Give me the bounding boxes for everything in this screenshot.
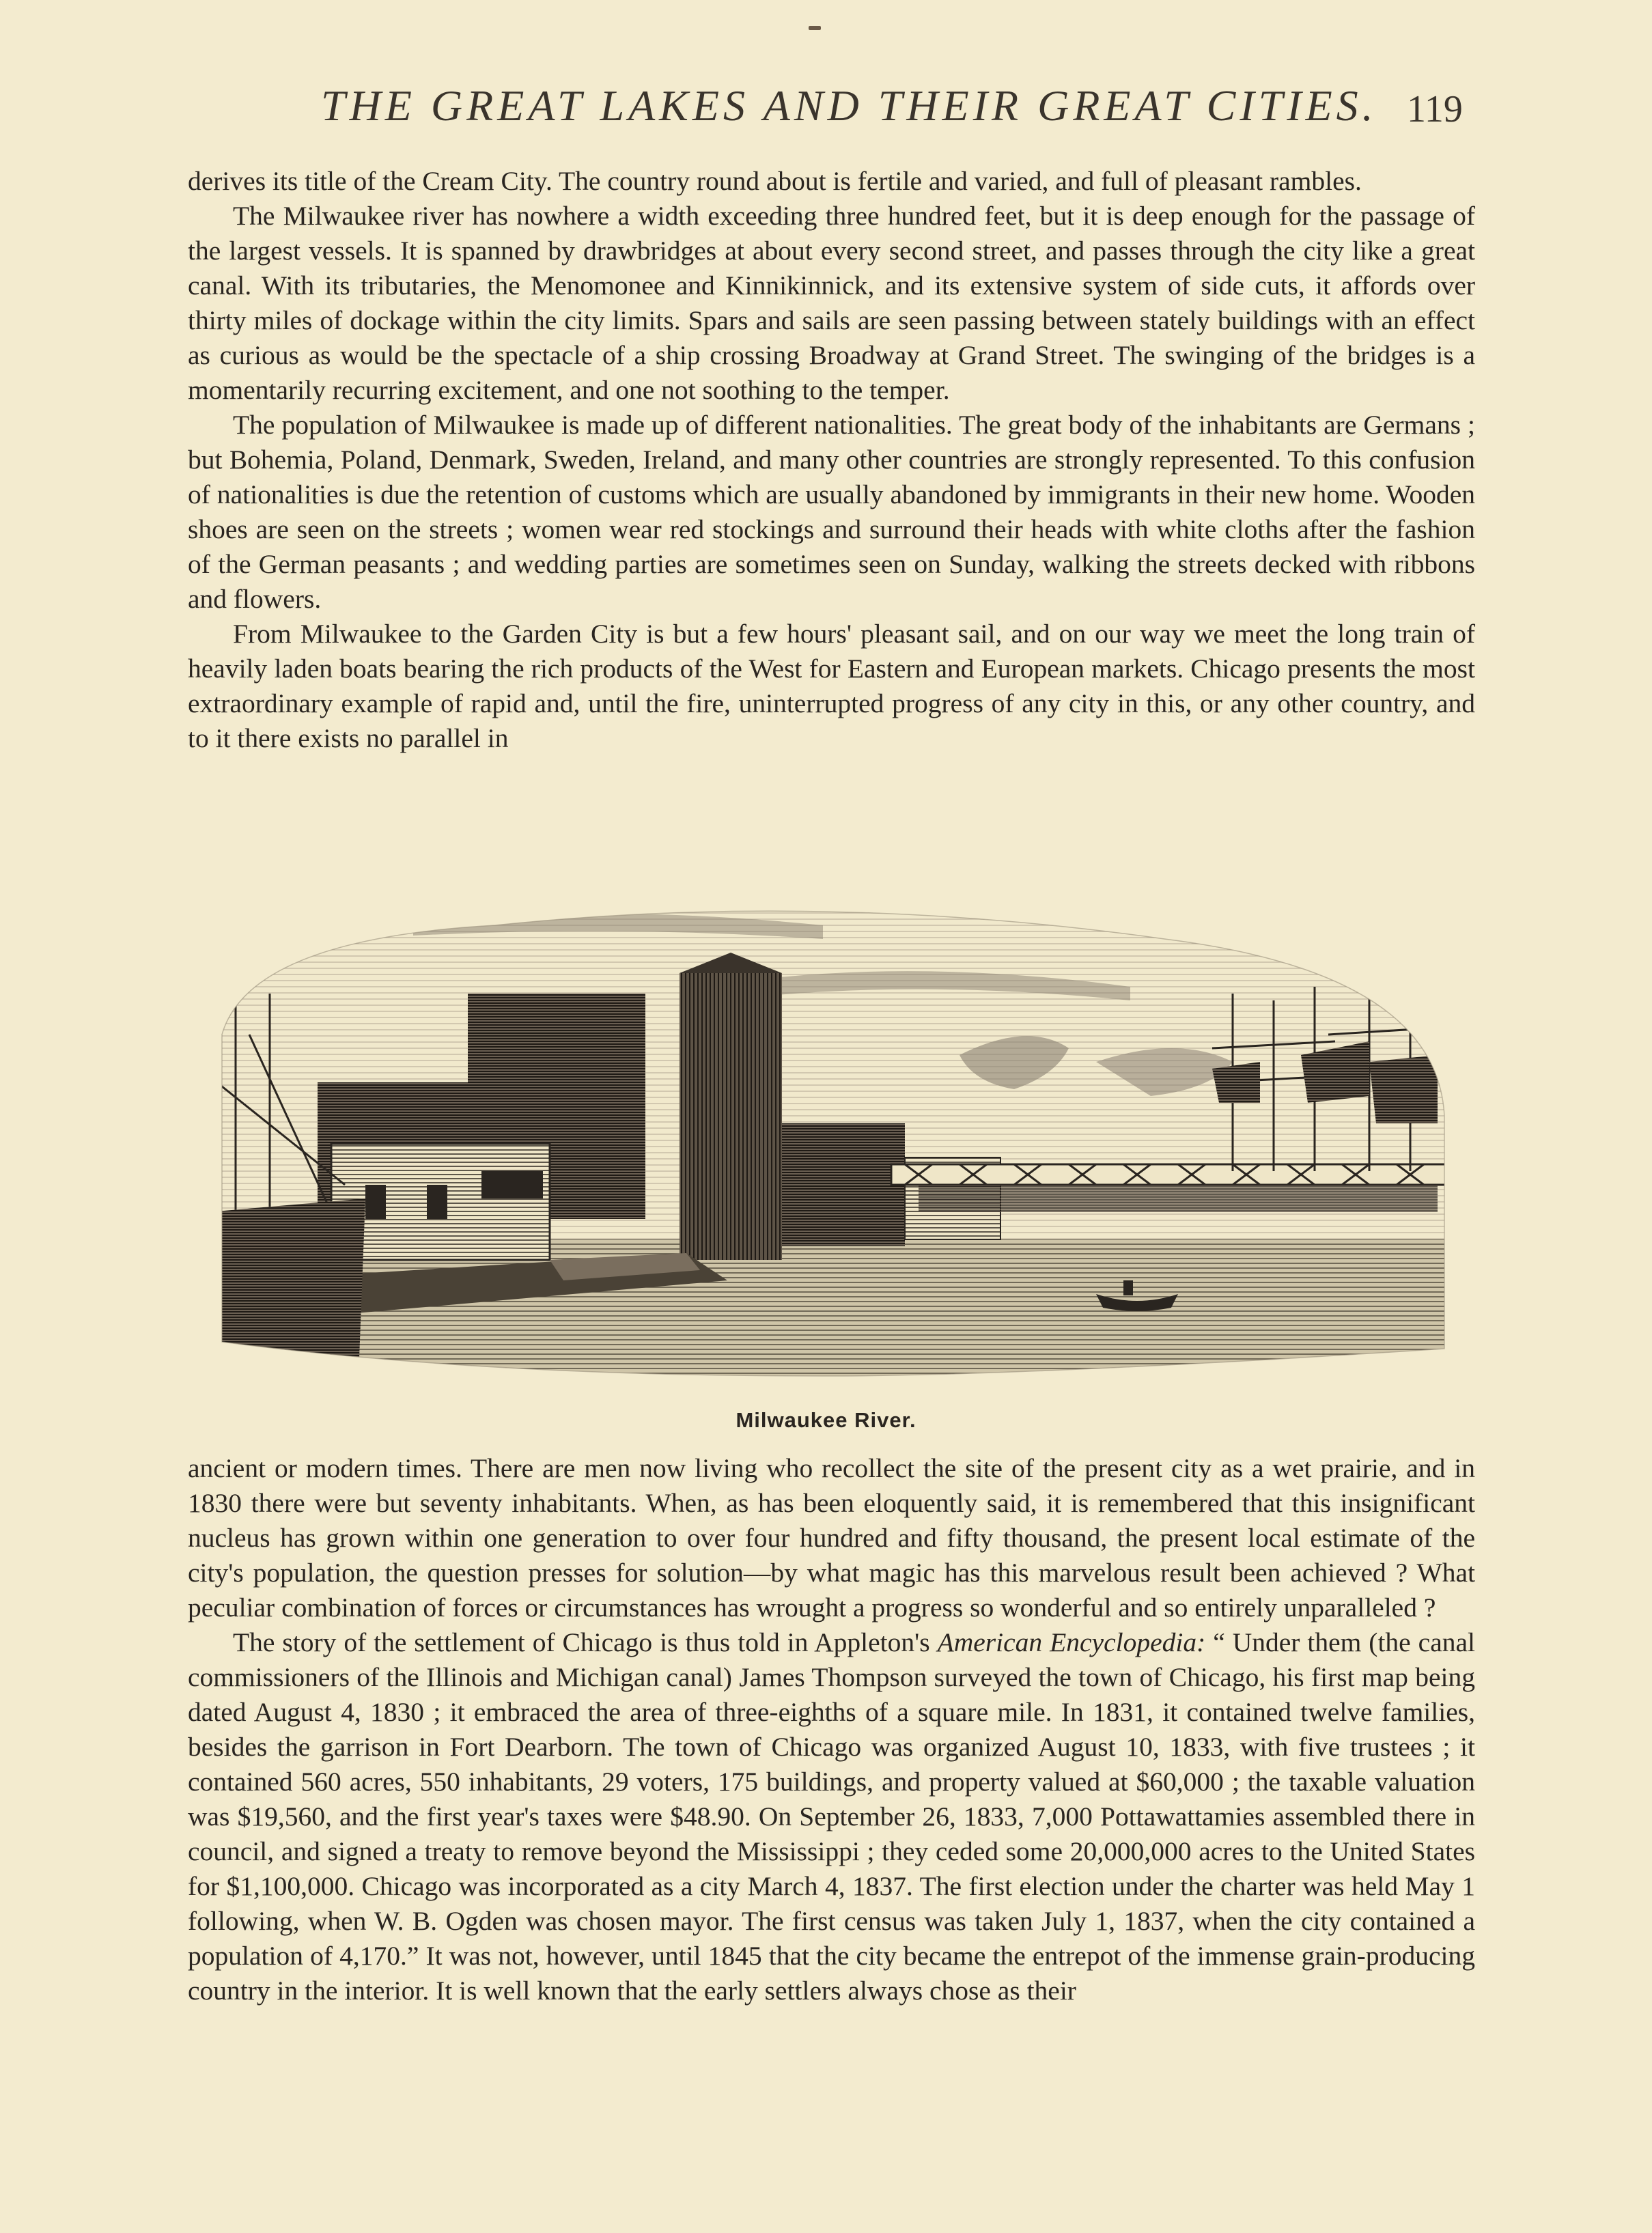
running-title: THE GREAT LAKES AND THEIR GREAT CITIES. (321, 81, 1377, 130)
top-text-block (188, 164, 1475, 756)
engraving-illustration (208, 898, 1458, 1410)
figure-caption: Milwaukee River. (736, 1408, 916, 1432)
story-quote: “ Under them (the canal commissioners of the Illinois and Michigan canal) James Thompson surveyed the town of Chicago, his first map being dated August 4, 1830 ; it embraced the area of three-eighths of a square mile. In 1831, it contained twelve families, besides the garrison in Fort Dearborn. The town of Chicago was organized August 10, 1833, with five trustees ; it contained 560 acres, 550 inhabitants, 29 voters, 175 buildings, and property valued at $60,000 ; the taxable valuation was $19,560, and the first year's taxes were $48.90. On September 26, 1833, 7,000 Pottawattamies assembled there in council, and signed a treaty to remove beyond the Mississippi ; they ceded some 20,000,000 acres to the United States for $1,100,000. Chicago was incorporated as a city March 4, 1837. The first election under the charter was held May 1 following, when W. B. Ogden was chosen mayor. The first census was taken July 1, 1837, when the city contained a population of 4,170.” It was not, however, until 1845 that the city became the entrepot of the immense grain-producing country in the interior. It is well known that the early settlers always chose as their (188, 1627, 1475, 2006)
paragraph: derives its title of the Cream City. The country round about is fertile and varied, and full of pleasant rambles. (188, 166, 1362, 196)
paragraph: The population of Milwaukee is made up of different nationalities. The great body of the inhabitants are Germans ; but Bohemia, Poland, Denmark, Sweden, Ireland, and many other countries are strongly represented. To this confusion of nationalities is due the retention of customs which are usually abandoned by immigrants in their new home. Wooden shoes are seen on the streets ; women wear red stockings and surround their heads with white cloths after the fashion of the German peasants ; and wedding parties are sometimes seen on Sunday, walking the streets decked with ribbons and flowers. (188, 410, 1475, 614)
page-number: 119 (1407, 88, 1463, 130)
paragraph: ancient or modern times. There are men now living who recollect the site of the present city as a wet prairie, and in 1830 there were but seventy inhabitants. When, as has been eloquently said, it is remembered that this insignificant nucleus has grown within one generation to over four hundred and fifty thousand, the present local estimate of the city's population, the question presses for solution—by what magic has this marvelous result been achieved ? What peculiar combination of forces or circumstances has wrought a progress so wonderful and so entirely unparalleled ? (188, 1453, 1475, 1623)
milwaukee-river-engraving (208, 898, 1458, 1410)
paragraph: From Milwaukee to the Garden City is but a few hours' pleasant sail, and on our way we meet the long train of heavily laden boats bearing the rich products of the West for Eastern and European markets. Chicago presents the most extraordinary example of rapid and, until the fire, uninterrupted progress of any city in this, or any other country, and to it there exists no parallel in (188, 619, 1475, 753)
paragraph: The Milwaukee river has nowhere a width exceeding three hundred feet, but it is deep enough for the passage of the largest vessels. It is spanned by drawbridges at about every second street, and passes through the city like a great canal. With its tributaries, the Menomonee and Kinnikinnick, and its extensive system of side cuts, it affords over thirty miles of dockage within the city limits. Spars and sails are seen passing between stately buildings with an effect as curious as would be the spectacle of a ship crossing Broadway at Grand Street. The swinging of the bridges is a momentarily recurring excitement, and one not soothing to the temper. (188, 201, 1475, 405)
story-intro: The story of the settlement of Chicago is thus told in Appleton's (233, 1627, 938, 1657)
page-mark (809, 26, 821, 30)
encyclopedia-title: American Encyclopedia: (937, 1627, 1206, 1657)
bottom-text-block (188, 1451, 1475, 2008)
story-paragraph (188, 1625, 1475, 2008)
